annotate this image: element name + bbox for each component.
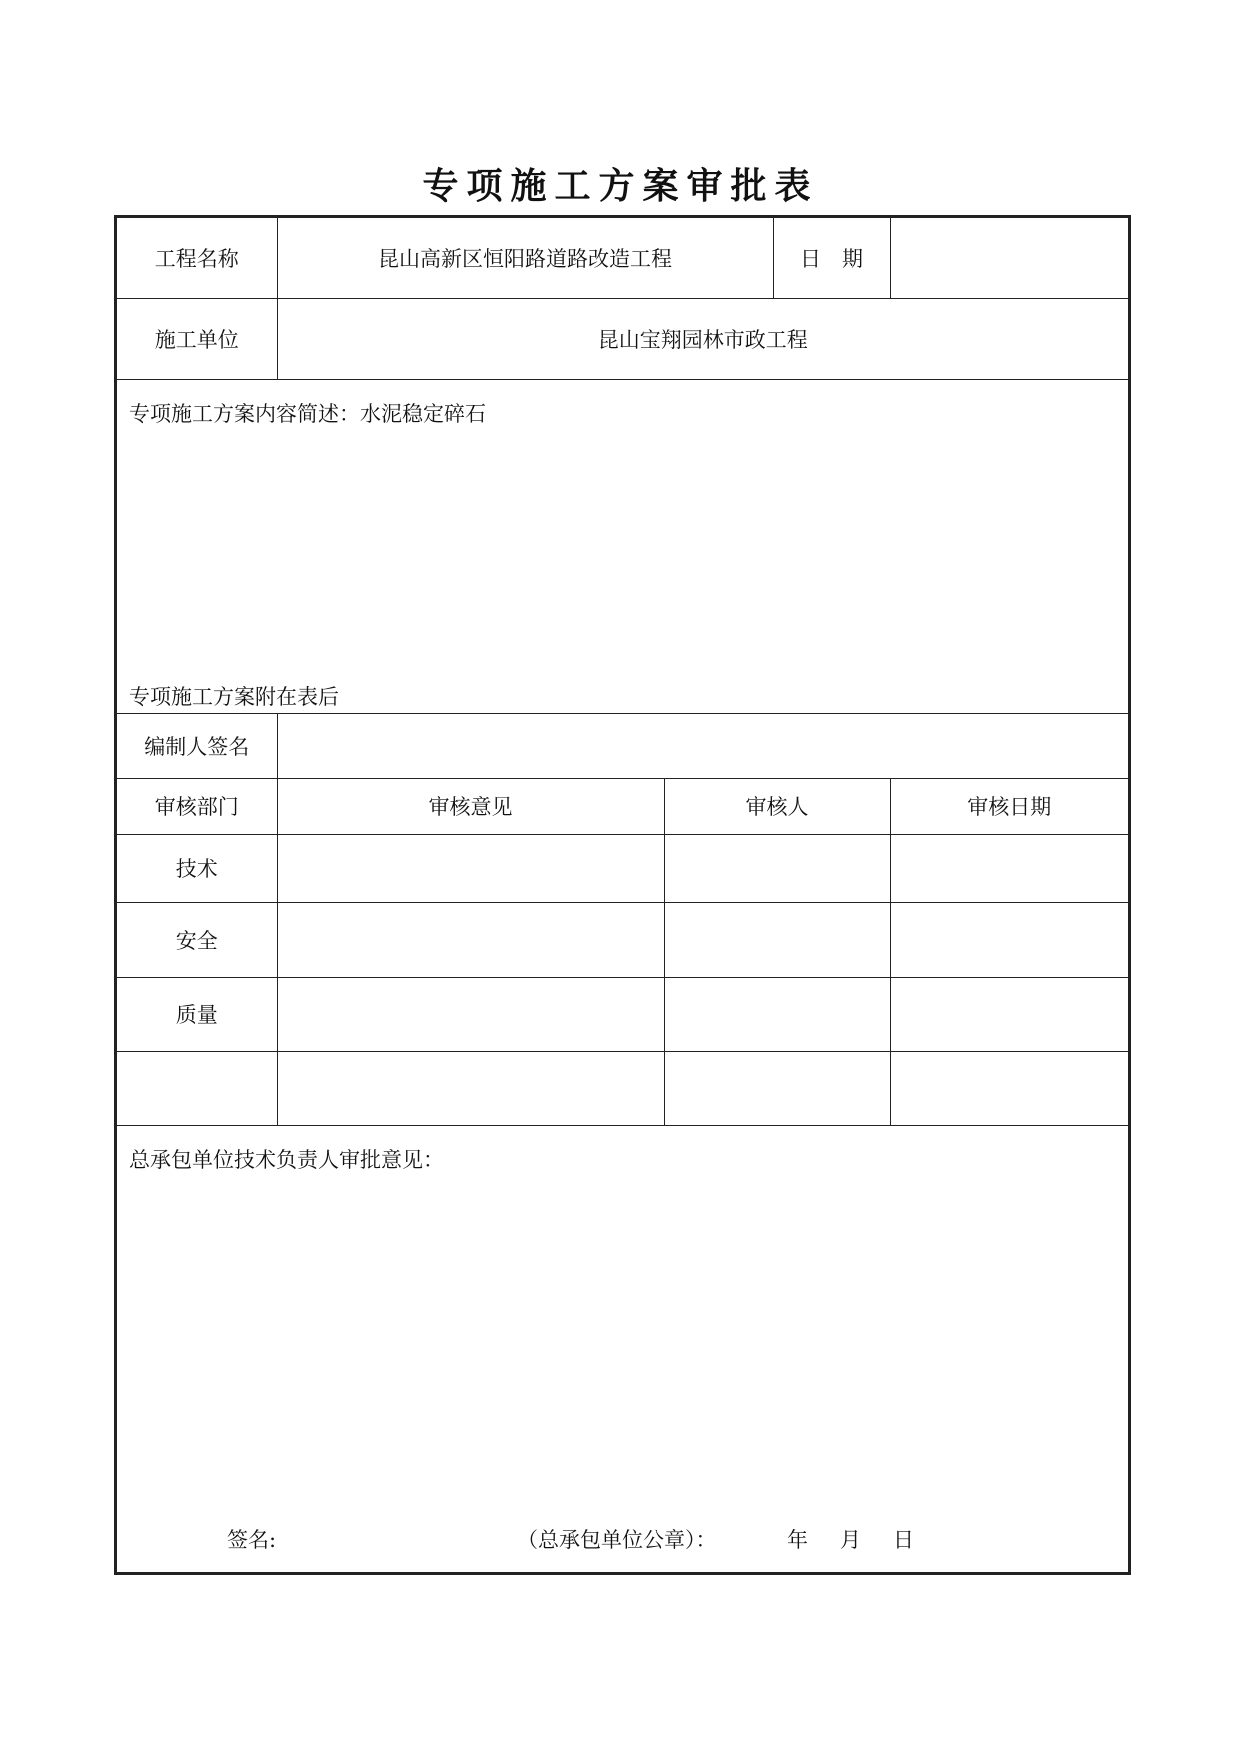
review-reviewer[interactable] — [664, 834, 890, 902]
review-row — [116, 834, 1129, 902]
project-name-value: 昆山高新区恒阳路道路改造工程 — [277, 217, 773, 298]
review-date[interactable] — [890, 902, 1129, 977]
day-label: 日 — [893, 1528, 914, 1552]
project-name-label: 工程名称 — [116, 217, 277, 298]
approval-label: 总承包单位技术负责人审批意见： — [129, 1147, 444, 1172]
contractor-value: 昆山宝翔园林市政工程 — [277, 298, 1129, 379]
review-dept: 技术 — [116, 834, 277, 902]
approval-cell[interactable] — [116, 1125, 1129, 1573]
seal-label: （总承包单位公章）： — [517, 1528, 717, 1552]
review-reviewer[interactable] — [664, 1051, 890, 1125]
review-dept: 安全 — [116, 902, 277, 977]
compiler-label: 编制人签名 — [116, 713, 277, 778]
signature-line — [117, 1524, 1128, 1554]
header-dept: 审核部门 — [116, 778, 277, 834]
review-row — [116, 977, 1129, 1051]
review-row — [116, 1051, 1129, 1125]
date-label: 日 期 — [773, 217, 890, 298]
review-opinion[interactable] — [277, 977, 664, 1051]
summary-cell[interactable] — [116, 379, 1129, 713]
header-date: 审核日期 — [890, 778, 1129, 834]
review-reviewer[interactable] — [664, 977, 890, 1051]
header-reviewer: 审核人 — [664, 778, 890, 834]
review-opinion[interactable] — [277, 834, 664, 902]
year-label: 年 — [787, 1528, 808, 1552]
compiler-signature[interactable] — [277, 713, 1129, 778]
month-label: 月 — [840, 1528, 861, 1552]
review-date[interactable] — [890, 977, 1129, 1051]
summary-label: 专项施工方案内容简述：水泥稳定碎石 — [129, 401, 486, 426]
approval-form-table — [115, 216, 1130, 1574]
review-dept[interactable] — [116, 1051, 277, 1125]
review-reviewer[interactable] — [664, 902, 890, 977]
header-opinion: 审核意见 — [277, 778, 664, 834]
date-value[interactable] — [890, 217, 1129, 298]
summary-footer: 专项施工方案附在表后 — [129, 684, 339, 709]
summary-row — [116, 379, 1129, 713]
sign-label: 签名: — [227, 1528, 277, 1552]
contractor-row — [116, 298, 1129, 379]
review-row — [116, 902, 1129, 977]
contractor-label: 施工单位 — [116, 298, 277, 379]
review-dept: 质量 — [116, 977, 277, 1051]
form-title: 专项施工方案审批表 — [422, 165, 819, 207]
review-opinion[interactable] — [277, 902, 664, 977]
review-opinion[interactable] — [277, 1051, 664, 1125]
review-header-row — [116, 778, 1129, 834]
review-date[interactable] — [890, 834, 1129, 902]
project-row — [116, 217, 1129, 298]
compiler-row — [116, 713, 1129, 778]
approval-row — [116, 1125, 1129, 1573]
review-date[interactable] — [890, 1051, 1129, 1125]
